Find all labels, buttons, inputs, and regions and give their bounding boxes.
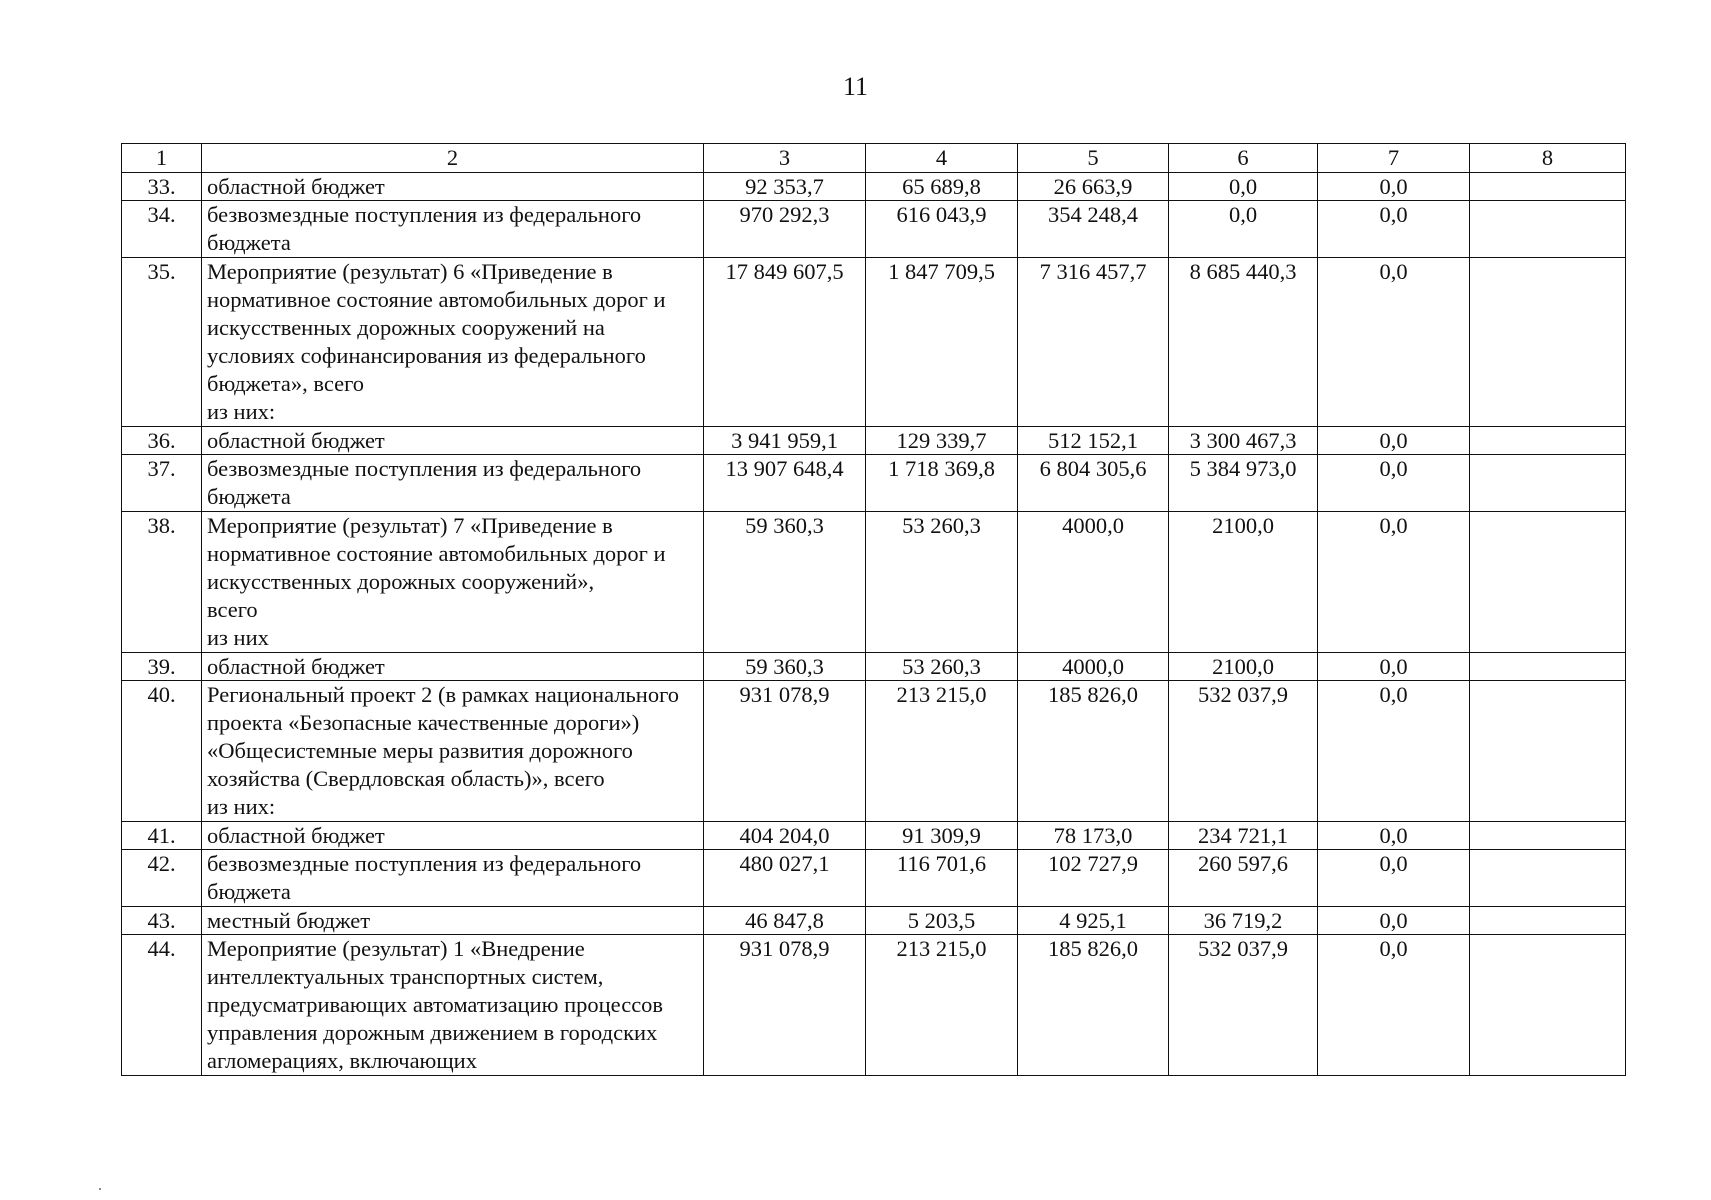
column-header: 6 xyxy=(1169,144,1318,173)
value-cell-col-8 xyxy=(1470,935,1626,1076)
table-row xyxy=(122,850,1626,907)
value-cell-col-5: 102 727,9 xyxy=(1018,850,1169,907)
row-name: безвозмездные поступления из федерального бюджета xyxy=(202,850,704,907)
value-cell-col-6: 2100,0 xyxy=(1169,653,1318,681)
table-row xyxy=(122,822,1626,850)
table-row xyxy=(122,173,1626,201)
row-number: 36. xyxy=(122,427,202,455)
row-number: 40. xyxy=(122,681,202,822)
value-cell-col-7: 0,0 xyxy=(1318,822,1470,850)
page-number: 11 xyxy=(842,72,869,101)
value-cell-col-3: 931 078,9 xyxy=(704,935,866,1076)
column-header: 2 xyxy=(202,144,704,173)
value-cell-col-4: 5 203,5 xyxy=(866,907,1018,935)
value-cell-col-6: 5 384 973,0 xyxy=(1169,455,1318,512)
table-row xyxy=(122,681,1626,822)
value-cell-col-6: 36 719,2 xyxy=(1169,907,1318,935)
value-cell-col-3: 404 204,0 xyxy=(704,822,866,850)
value-cell-col-7: 0,0 xyxy=(1318,258,1470,427)
table-row xyxy=(122,907,1626,935)
value-cell-col-6: 234 721,1 xyxy=(1169,822,1318,850)
column-header: 5 xyxy=(1018,144,1169,173)
value-cell-col-3: 13 907 648,4 xyxy=(704,455,866,512)
value-cell-col-3: 59 360,3 xyxy=(704,512,866,653)
row-number: 38. xyxy=(122,512,202,653)
value-cell-col-4: 129 339,7 xyxy=(866,427,1018,455)
value-cell-col-5: 78 173,0 xyxy=(1018,822,1169,850)
table-header-row xyxy=(122,144,1626,173)
value-cell-col-7: 0,0 xyxy=(1318,201,1470,258)
value-cell-col-6: 2100,0 xyxy=(1169,512,1318,653)
value-cell-col-6: 260 597,6 xyxy=(1169,850,1318,907)
value-cell-col-3: 92 353,7 xyxy=(704,173,866,201)
row-number: 33. xyxy=(122,173,202,201)
value-cell-col-4: 116 701,6 xyxy=(866,850,1018,907)
row-name: Мероприятие (результат) 6 «Приведение в нормативное состояние автомобильных дорог и искусственных дорожных сооружений на условиях софинансирования из федерального бюджета», всего из них: xyxy=(202,258,704,427)
row-name: Мероприятие (результат) 7 «Приведение в нормативное состояние автомобильных дорог и искусственных дорожных сооружений», всего из них xyxy=(202,512,704,653)
table-row xyxy=(122,935,1626,1076)
value-cell-col-4: 91 309,9 xyxy=(866,822,1018,850)
column-header: 7 xyxy=(1318,144,1470,173)
value-cell-col-3: 970 292,3 xyxy=(704,201,866,258)
value-cell-col-4: 213 215,0 xyxy=(866,681,1018,822)
row-name: безвозмездные поступления из федерального бюджета xyxy=(202,201,704,258)
value-cell-col-3: 480 027,1 xyxy=(704,850,866,907)
row-name: местный бюджет xyxy=(202,907,704,935)
row-number: 44. xyxy=(122,935,202,1076)
value-cell-col-5: 4 925,1 xyxy=(1018,907,1169,935)
value-cell-col-5: 4000,0 xyxy=(1018,653,1169,681)
row-name: областной бюджет xyxy=(202,822,704,850)
value-cell-col-5: 354 248,4 xyxy=(1018,201,1169,258)
table-row xyxy=(122,201,1626,258)
value-cell-col-7: 0,0 xyxy=(1318,455,1470,512)
value-cell-col-6: 0,0 xyxy=(1169,173,1318,201)
row-name: областной бюджет xyxy=(202,427,704,455)
table-row xyxy=(122,455,1626,512)
value-cell-col-8 xyxy=(1470,850,1626,907)
value-cell-col-8 xyxy=(1470,201,1626,258)
value-cell-col-4: 616 043,9 xyxy=(866,201,1018,258)
value-cell-col-4: 53 260,3 xyxy=(866,653,1018,681)
value-cell-col-4: 213 215,0 xyxy=(866,935,1018,1076)
column-header: 3 xyxy=(704,144,866,173)
table-row xyxy=(122,653,1626,681)
table-row xyxy=(122,258,1626,427)
budget-table xyxy=(121,143,1626,1076)
row-number: 43. xyxy=(122,907,202,935)
value-cell-col-6: 532 037,9 xyxy=(1169,935,1318,1076)
value-cell-col-5: 185 826,0 xyxy=(1018,681,1169,822)
value-cell-col-7: 0,0 xyxy=(1318,907,1470,935)
row-name: безвозмездные поступления из федерального бюджета xyxy=(202,455,704,512)
value-cell-col-8 xyxy=(1470,173,1626,201)
value-cell-col-6: 0,0 xyxy=(1169,201,1318,258)
table-row xyxy=(122,427,1626,455)
row-number: 37. xyxy=(122,455,202,512)
value-cell-col-8 xyxy=(1470,455,1626,512)
value-cell-col-6: 8 685 440,3 xyxy=(1169,258,1318,427)
row-number: 41. xyxy=(122,822,202,850)
value-cell-col-7: 0,0 xyxy=(1318,173,1470,201)
column-header: 1 xyxy=(122,144,202,173)
value-cell-col-3: 3 941 959,1 xyxy=(704,427,866,455)
value-cell-col-7: 0,0 xyxy=(1318,512,1470,653)
column-header: 4 xyxy=(866,144,1018,173)
value-cell-col-5: 512 152,1 xyxy=(1018,427,1169,455)
row-number: 35. xyxy=(122,258,202,427)
row-number: 42. xyxy=(122,850,202,907)
value-cell-col-4: 65 689,8 xyxy=(866,173,1018,201)
value-cell-col-7: 0,0 xyxy=(1318,850,1470,907)
row-name: Региональный проект 2 (в рамках национального проекта «Безопасные качественные дороги») «Общесистемные меры развития дорожного хозяйства (Свердловская область)», всего из них: xyxy=(202,681,704,822)
row-number: 34. xyxy=(122,201,202,258)
value-cell-col-5: 6 804 305,6 xyxy=(1018,455,1169,512)
value-cell-col-8 xyxy=(1470,681,1626,822)
value-cell-col-4: 53 260,3 xyxy=(866,512,1018,653)
value-cell-col-8 xyxy=(1470,907,1626,935)
value-cell-col-3: 59 360,3 xyxy=(704,653,866,681)
value-cell-col-7: 0,0 xyxy=(1318,653,1470,681)
value-cell-col-8 xyxy=(1470,258,1626,427)
value-cell-col-3: 46 847,8 xyxy=(704,907,866,935)
value-cell-col-8 xyxy=(1470,512,1626,653)
value-cell-col-5: 7 316 457,7 xyxy=(1018,258,1169,427)
row-name: областной бюджет xyxy=(202,173,704,201)
value-cell-col-7: 0,0 xyxy=(1318,935,1470,1076)
scan-speck xyxy=(99,1188,101,1190)
value-cell-col-7: 0,0 xyxy=(1318,427,1470,455)
value-cell-col-4: 1 847 709,5 xyxy=(866,258,1018,427)
table-row xyxy=(122,512,1626,653)
value-cell-col-5: 185 826,0 xyxy=(1018,935,1169,1076)
value-cell-col-7: 0,0 xyxy=(1318,681,1470,822)
value-cell-col-8 xyxy=(1470,427,1626,455)
row-name: Мероприятие (результат) 1 «Внедрение интеллектуальных транспортных систем, предусматривающих автоматизацию процессов управления дорожным движением в городских агломерациях, включающих xyxy=(202,935,704,1076)
row-number: 39. xyxy=(122,653,202,681)
value-cell-col-8 xyxy=(1470,653,1626,681)
value-cell-col-3: 931 078,9 xyxy=(704,681,866,822)
value-cell-col-6: 3 300 467,3 xyxy=(1169,427,1318,455)
value-cell-col-4: 1 718 369,8 xyxy=(866,455,1018,512)
column-header: 8 xyxy=(1470,144,1626,173)
value-cell-col-3: 17 849 607,5 xyxy=(704,258,866,427)
value-cell-col-8 xyxy=(1470,822,1626,850)
value-cell-col-6: 532 037,9 xyxy=(1169,681,1318,822)
value-cell-col-5: 4000,0 xyxy=(1018,512,1169,653)
value-cell-col-5: 26 663,9 xyxy=(1018,173,1169,201)
row-name: областной бюджет xyxy=(202,653,704,681)
